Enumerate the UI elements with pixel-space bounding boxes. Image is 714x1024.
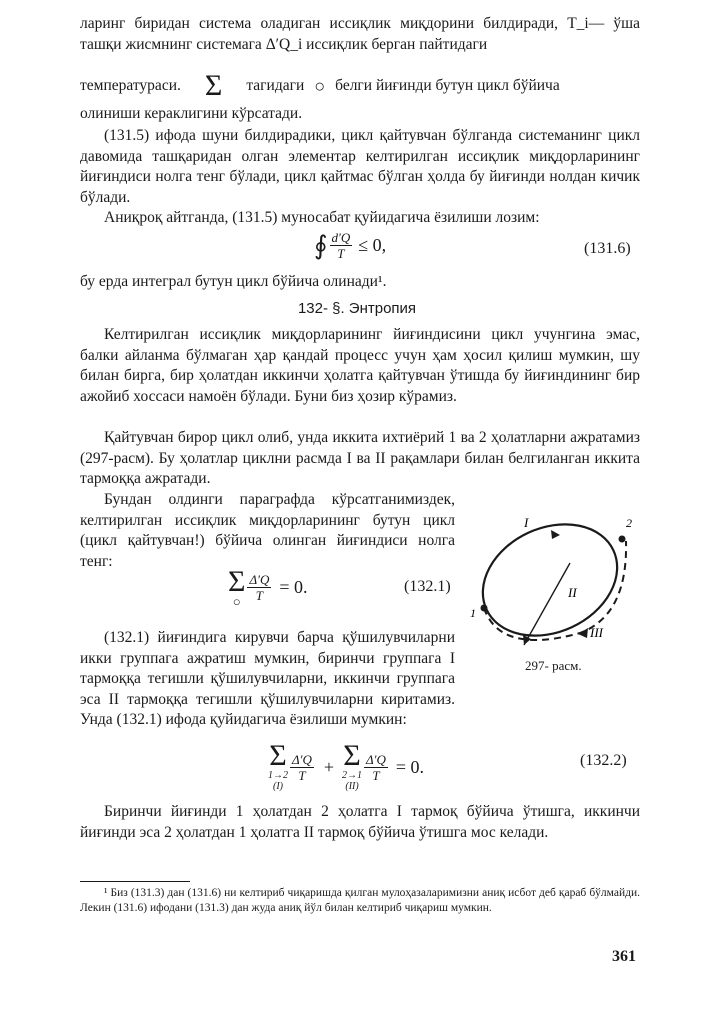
equation-label-132-2: (132.2) [580, 752, 627, 769]
equation-label-131-6: (131.6) [584, 240, 631, 257]
fraction-2: $\frac{\Delta'Q}{T}$ [366, 751, 386, 783]
sigma-icon: Σ [204, 69, 223, 102]
paragraph-intro-end: олиниши кераклигини кўрсатади. [80, 105, 303, 122]
fraction-1: $\frac{\Delta'Q}{T}$ [292, 751, 312, 783]
circle-icon: ○ [314, 76, 326, 96]
label-point-2: 2 [626, 516, 632, 530]
paragraph-precise: Аниқроқ айтганда, (131.5) муносабат қуйидагича ёзилиши лозим: [104, 209, 540, 226]
equation-label-132-1: (132.1) [404, 578, 451, 595]
paragraph-integral-note: бу ерда интеграл бутун цикл бўйича олинади¹. [80, 273, 387, 290]
paragraph-sum-general: Келтирилган иссиқлик миқдорларининг йиғиндисини цикл учунгина эмас, балки айланма бўлмаган ҳар қандай процесс учун ҳам ҳосил қилиш мумкин, шу билан бирга, бир ҳолатдан иккинчи ҳолатга қайтувчан ўтишда бу йиғиндининг бир ажойиб хоссаси намоён бўлади. Буни биз ҳозир кўрамиз. [80, 326, 640, 405]
temperature-word: температураси. [80, 77, 181, 94]
state-point-1 [481, 605, 488, 612]
label-branch-i: I [524, 515, 529, 530]
sum-symbol: Σ ○ [228, 565, 246, 609]
sum-symbol-2: Σ 2→1 (II) [342, 739, 363, 792]
fraction-dq-t: $\frac{\Delta'Q}{T}$ [249, 572, 270, 603]
contour-integral-icon: ∮ [314, 230, 328, 260]
label-point-1: 1 [470, 606, 476, 620]
below-word: тагидаги [246, 77, 305, 94]
sign-note: белги йиғинди бутун цикл бўйича [335, 77, 560, 94]
fraction-dq-t: $\frac{d'Q}{T}$ [331, 230, 351, 261]
equation-132-1: Σ ○ $\frac{\Delta'Q}{T}$ = 0. [228, 565, 308, 609]
paragraph-intro: ларинг биридан система оладиган иссиқлик миқдорини билдиради, T_i— ўша ташқи жисмнинг системага Δ′Q_i иссиқлик берган пайтидаги [80, 15, 640, 53]
figure-caption: 297- расм. [525, 658, 582, 673]
label-branch-iii: III [590, 625, 603, 640]
paragraph-first-sum: Биринчи йиғинди 1 ҳолатдан 2 ҳолатга I тармоқ бўйича ўтишга, иккинчи йиғинди эса 2 ҳолатдан 1 ҳолатга II тармоқ бўйича ўтишга мос келади. [80, 803, 640, 841]
footnote: ¹ Биз (131.3) дан (131.6) ни келтириб чиқаришда қилган мулоҳазаларимизни аниқ исбот деб қараб бўлмайди. Лекин (131.6) ифодани (131.3) дан жуда аниқ йўл билан келтириб чиқариш мумкин. [80, 887, 640, 914]
paragraph-groups: (132.1) йиғиндига кирувчи барча қўшилувчиларни икки группага ажратиш мумкин, биринчи группага I тармоққа тегишли қўшилувчиларни, иккинчи группага эса II тармоққа тегишли қўшилувчиларни киритамиз. Унда (132.1) ифода қуйидагича ёзилиши мумкин: [80, 629, 455, 728]
state-point-2 [619, 536, 626, 543]
arrowhead-i [551, 530, 560, 539]
equation-131-6: ∮ $\frac{d'Q}{T}$ ≤ 0, [314, 230, 387, 261]
footnote-rule [80, 881, 190, 882]
label-branch-ii: II [568, 585, 577, 600]
sum-symbol-1: Σ 1→2 (I) [268, 739, 288, 792]
equation-132-2: Σ 1→2 (I) $\frac{\Delta'Q}{T}$ + Σ 2→1 (II) $\frac{\Delta'Q}{T}$ = 0. [268, 739, 425, 792]
sum-note-line [80, 69, 640, 102]
page-number: 361 [612, 948, 636, 965]
paragraph-cycle-reversible: (131.5) ифода шуни билдирадики, цикл қайтувчан бўлганда системанинг цикл давомида ташқаридан олган элементар келтирилган иссиқлик миқдорларининг йиғиндиси нолга тенг бўлади, цикл қайтмас бўлган ҳолда бу йиғинди нолдан кичик бўлади. [80, 127, 640, 206]
paragraph-previous: Бундан олдинги параграфда кўрсатганимиздек, келтирилган иссиқлик миқдорларининг бутун цикл (цикл қайтувчан!) бўйича олинган йиғиндиси нолга тенг: [80, 491, 455, 570]
paragraph-states: Қайтувчан бирор цикл олиб, унда иккита ихтиёрий 1 ва 2 ҳолатларни ажратамиз (297-расм). Бу ҳолатлар циклни расмда I ва II рақамлари билан белгиланган иккита тармоққа ажратади. [80, 429, 640, 487]
section-heading: 132- §. Энтропия [297, 300, 417, 317]
